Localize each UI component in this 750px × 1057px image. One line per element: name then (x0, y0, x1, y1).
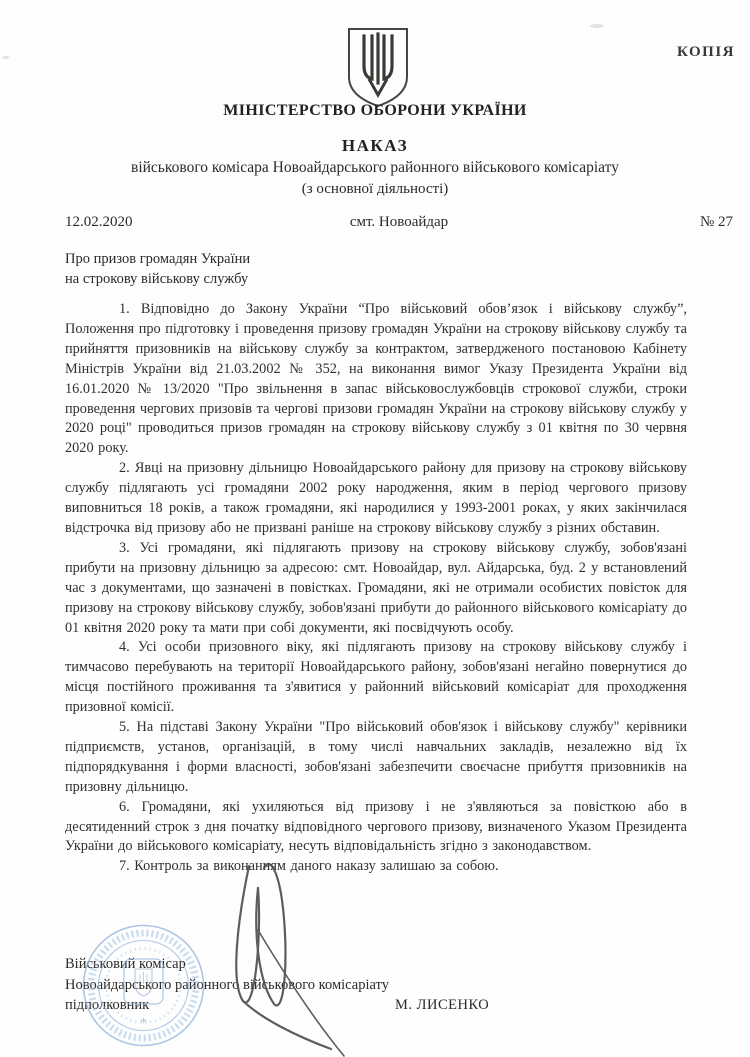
order-paragraph-3: 3. Усі громадяни, які підлягають призову на строкову військову службу, зобов'язані прибути на призовну дільницю за адресою: смт. Новоайдар, вул. Айдарська, буд. 2 у встановлений час з документами, що зазначені в повістках. Громадяни, які не отримали особистих повісток для призову на строкову військову службу, зобов'язані прибути до районного військового комісаріату до 01 квітня 2020 року та мати при собі документи, які посвідчують особу. (65, 539, 687, 636)
order-paragraph-5: 5. На підставі Закону України "Про військовий обов'язок і військову службу" керівники підприємств, установ, організацій, в тому числі навчальних закладів, незалежно від їх підпорядкування і форми власності, зобов'язані забезпечити своєчасне прибуття призовників на призовну дільницю. (65, 719, 687, 795)
subject-line-2: на строкову військову службу (65, 271, 249, 287)
signature-block (65, 954, 687, 1016)
signatory-name: М. ЛИСЕНКО (395, 997, 490, 1013)
order-subject (65, 249, 250, 289)
signatory-rank: підполковник (65, 997, 150, 1013)
order-number: № 27 (699, 214, 733, 230)
order-paragraph-1: 1. Відповідно до Закону України “Про військовий обов’язок і військову службу”, Положення про підготовку і проведення призову громадян України на строкову військову службу та прийняття призовників на військову службу за контрактом, затвердженого постановою Кабінету Міністрів України від 21.03.2002 № 352, на виконання вимог Указу Президента України від 16.01.2020 № 13/2020 "Про звільнення в запас військовослужбовців строкової служби, строки проведення чергових призовів та чергові призови громадян України на строкову військову службу у 2020 році" проводиться призов громадян на строкову військову службу з 01 квітня по 30 червня 2020 року. (65, 301, 687, 457)
order-paragraph-7: 7. Контроль за виконанням даного наказу залишаю за собою. (119, 858, 499, 875)
order-body (65, 300, 687, 877)
order-issuer: військового комісара Новоайдарського районного військового комісаріату (131, 159, 619, 176)
order-place: смт. Новоайдар (349, 214, 449, 230)
order-meta-row (65, 214, 733, 231)
subject-line-1: Про призов громадян України (65, 251, 251, 267)
order-paragraph-6: 6. Громадяни, які ухиляються від призову і не з'являються за повісткою або в десятиденний строк з дня початку відповідного чергового призову, визначеного Указом Президента України до військового комісаріату, несуть відповідальність згідно з законодавством. (65, 798, 687, 855)
order-title: НАКАЗ (341, 136, 409, 155)
ukraine-trident-emblem (346, 27, 410, 109)
ministry-heading: МІНІСТЕРСТВО ОБОРОНИ УКРАЇНИ (223, 102, 527, 119)
order-paragraph-4: 4. Усі особи призовного віку, які підлягають призову на строкову військову службу і тимчасово перебувають на території Новоайдарського району, зобов'язані негайно повернутися до місця постійного проживання та з'явитися у районний військовий комісаріат для проходження призовної комісії. (65, 639, 687, 716)
svg-text:*: * (140, 1016, 147, 1031)
order-paragraph-2: 2. Явці на призовну дільницю Новоайдарського району для призову на строкову військову службу підлягають усі громадяни 2002 року народження, яким в період чергового призову виповниться 18 років, а також громадяни, які народилися у 1993-2001 роках, у яких закінчилася відстрочка від призову або не призвані раніше на строкову військову службу з різних обставин. (65, 460, 687, 536)
copy-label: КОПІЯ (676, 44, 735, 60)
signatory-position-line-2: Новоайдарського районного військового комісаріату (65, 976, 389, 993)
order-date: 12.02.2020 (65, 214, 133, 230)
scan-speck (590, 24, 604, 28)
order-type-note: (з основної діяльності) (301, 181, 449, 197)
scan-speck (2, 56, 10, 59)
signatory-position-line-1: Військовий комісар (65, 956, 186, 972)
